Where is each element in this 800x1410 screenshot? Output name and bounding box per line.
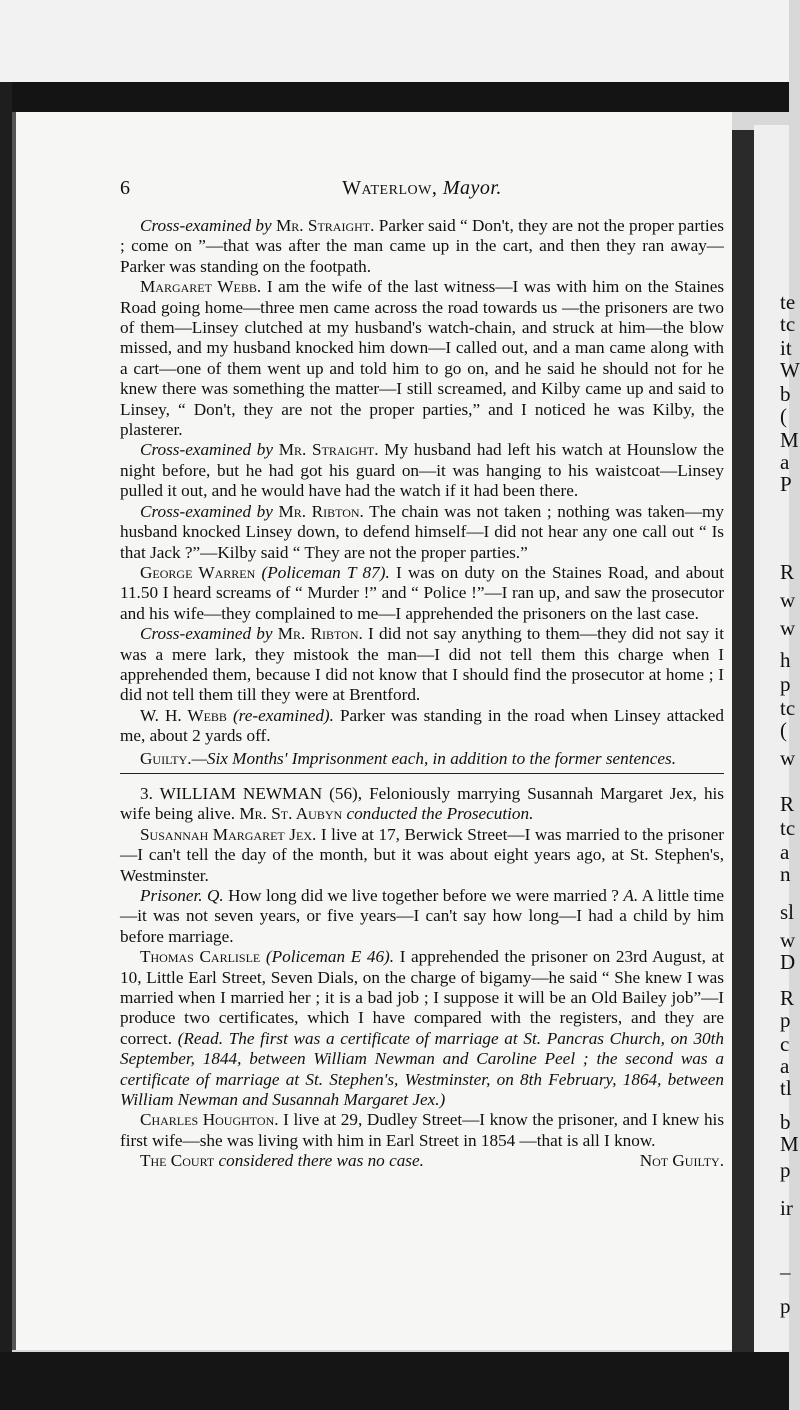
next-page-fragment: w	[780, 928, 796, 952]
running-title: Waterlow, Mayor.	[342, 177, 502, 199]
running-header	[120, 178, 724, 208]
paragraph: W. H. Webb (re-examined). Parker was standing in the road when Linsey attacked me, about 2 yards off.	[120, 705, 725, 746]
next-page-fragment: ir	[780, 1196, 793, 1220]
next-page-fragment: a	[780, 450, 790, 474]
next-page-fragment: p	[780, 1158, 791, 1182]
next-page-fragment: it	[780, 336, 792, 360]
next-page-fragment: (	[780, 404, 787, 428]
scan-bottom-border	[0, 1352, 789, 1410]
paragraph: George Warren (Policeman T 87). I was on duty on the Staines Road, and about 11.50 I heard screams of “ Murder !” and “ Police !”—I ran up, and saw the prosecutor and his wife—they complained to me—I apprehended the prisoners on the last case.	[120, 562, 724, 623]
verdict-line: Guilty.—Six Months' Imprisonment each, in addition to the former sentences.	[120, 749, 724, 774]
next-page-fragment: a	[780, 1054, 790, 1078]
scan-left-border	[0, 82, 12, 1352]
next-page-fragment: M	[780, 428, 799, 452]
paragraph: Cross-examined by Mr. Ribton. The chain was not taken ; nothing was taken—my husband knocked Linsey down, to defend himself—I did not hear any one call out “ Is that Jack ?”—Kilby said “ They are not the proper parties.”	[120, 501, 725, 562]
next-page-fragment: R	[780, 986, 795, 1010]
next-page-fragment: b	[780, 1110, 791, 1134]
next-page-fragment: P	[780, 472, 792, 496]
next-page-fragment: M	[780, 1132, 799, 1156]
paragraph: Thomas Carlisle (Policeman E 46). I apprehended the prisoner on 23rd August, at 10, Little Earl Street, Seven Dials, on the charge of bigamy—he said “ She knew I was married when I married her ; it is a bad job ; I suppose it will be an Old Bailey job”—I produce two certificates, which I have compared with the registers, and they are correct. (Read. The first was a certificate of marriage at St. Pancras Church, on 30th September, 1844, between William Newman and Caroline Peel ; the second was a certificate of marriage at St. Stephen's, Westminster, on 8th February, 1864, between William Newman and Susannah Margaret Jex.)	[120, 947, 725, 1110]
next-page-fragment: te	[780, 290, 796, 314]
next-page-fragment: c	[780, 1032, 790, 1056]
next-page-fragment: b	[780, 382, 791, 406]
next-page-fragment: tc	[780, 816, 796, 840]
next-page-fragment: tl	[780, 1076, 792, 1100]
next-page-fragment: D	[780, 950, 796, 974]
next-page-fragment: p	[780, 672, 791, 696]
page-text	[120, 178, 724, 1172]
next-page-fragment: w	[780, 616, 796, 640]
next-page-fragment: n	[780, 862, 791, 886]
next-page-fragment: –	[780, 1260, 791, 1284]
next-page-fragment: w	[780, 746, 796, 770]
paragraph: Margaret Webb. I am the wife of the last witness—I was with him on the Staines Road going home—three men came across the road towards us —the prisoners are two of them—Linsey clutched at my husband's watch-chain, and struck at him—the blow missed, and my husband knocked him down—I called out, and a man came along with a cart—one of them went up and told him to go on, and he said he should not for he knew there was something the matter—I still screamed, and Kilby came up and said to Linsey, “ Don't, they are not the proper parties,” and I noticed he was Kilby, the plasterer.	[120, 277, 725, 440]
scan-top-border	[0, 82, 789, 112]
page-number: 6	[120, 177, 130, 199]
paragraph: Cross-examined by Mr. Ribton. I did not say anything to them—they did not say it was a mere lark, they mistook the man—I did not tell them this charge when I apprehended them, because I did not know that I should find the prosecutor at home ; I did not tell them till they were at Brentford.	[120, 624, 724, 705]
case-heading: 3. WILLIAM NEWMAN (56), Feloniously marrying Susannah Margaret Jex, his wife being alive. Mr. St. Aubyn conducted the Prosecution.	[120, 783, 724, 824]
next-page-fragment: p	[780, 1294, 791, 1318]
next-page-fragment: a	[780, 840, 790, 864]
next-page-fragment: sl	[780, 900, 795, 924]
next-page-fragment: (	[780, 718, 787, 742]
paragraph: Susannah Margaret Jex. I live at 17, Berwick Street—I was married to the prisoner—I can't tell the day of the month, but it was about eight years ago, at St. Stephen's, Westminster.	[120, 824, 724, 885]
next-page-fragment: tc	[780, 696, 796, 720]
paragraph: Charles Houghton. I live at 29, Dudley Street—I know the prisoner, and I knew his first wife—she was living with him in Earl Street in 1854 —that is all I know.	[120, 1110, 725, 1150]
paragraph: Cross-examined by Mr. Straight. Parker said “ Don't, they are not the proper parties ; come on ”—that was after the man came up in the cart, and then they ran away—Parker was standing on the footpath.	[120, 216, 724, 276]
next-page-fragment: W	[780, 358, 800, 382]
paragraph: Prisoner. Q. How long did we live together before we were married ? A. A little time—it was not seven years, or five years—I can't say how long—I had a child by him before marriage.	[120, 886, 725, 946]
next-page-fragment: R	[780, 560, 795, 584]
next-page-fragment: p	[780, 1008, 791, 1032]
next-page-fragment: h	[780, 648, 791, 672]
scan-top-margin	[0, 0, 789, 82]
next-page-fragment: w	[780, 588, 796, 612]
next-page-fragment: R	[780, 792, 795, 816]
final-verdict: The Court considered there was no case. Not Guilty.	[140, 1151, 724, 1171]
paragraph: Cross-examined by Mr. Straight. My husband had left his watch at Hounslow the night before, but he had got his guard on—it was hanging to his waistcoat—Linsey pulled it out, and he would have had the watch if it had been there.	[120, 440, 724, 501]
next-page-fragment: tc	[780, 312, 796, 336]
book-spine	[732, 130, 754, 1352]
